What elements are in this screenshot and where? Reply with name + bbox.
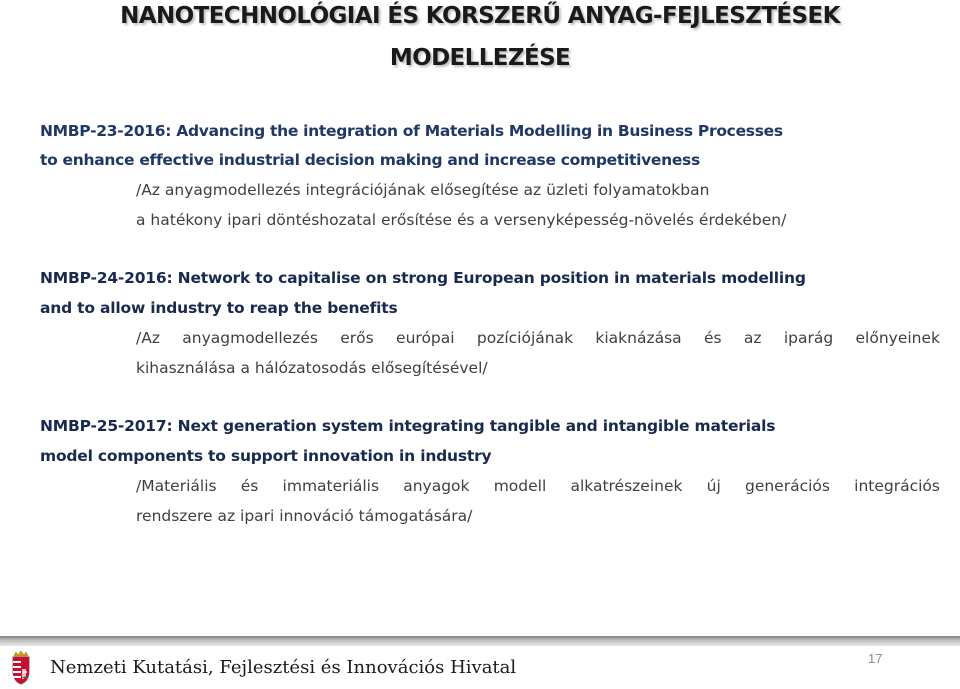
item-2-heading-line-2: and to allow industry to reap the benefits: [40, 299, 398, 317]
hungarian-coat-of-arms-icon: [8, 651, 34, 685]
item-1-translation-line-1: /Az anyagmodellezés integrációjának elősegítése az üzleti folyamatokban: [136, 181, 710, 199]
item-1-translation-line-2: a hatékony ipari döntéshozatal erősítése és a versenyképesség-növelés érdekében/: [136, 211, 787, 229]
item-3-translation-line-1: /Materiális és immateriális anyagok modell alkatrészeinek új generációs integrációs: [136, 477, 940, 495]
item-2-translation-line-2: kihasználása a hálózatosodás elősegítésével/: [136, 359, 488, 377]
item-1-heading-line-1: NMBP-23-2016: Advancing the integration of Materials Modelling in Business Processes: [40, 122, 783, 140]
item-3-heading-line-2: model components to support innovation in industry: [40, 447, 492, 465]
page-number: 17: [868, 651, 883, 666]
slide-title-line-1: NANOTECHNOLÓGIAI ÉS KORSZERŰ ANYAG-FEJLESZTÉSEK: [120, 3, 840, 29]
footer-band: [0, 636, 960, 646]
item-3-heading-line-1: NMBP-25-2017: Next generation system integrating tangible and intangible materials: [40, 417, 776, 435]
item-1-heading-line-2: to enhance effective industrial decision making and increase competitiveness: [40, 151, 700, 169]
item-2-heading-line-1: NMBP-24-2016: Network to capitalise on strong European position in materials modelling: [40, 269, 806, 287]
item-2-translation-line-1: /Az anyagmodellezés erős európai pozíciójának kiaknázása és az iparág előnyeinek: [136, 329, 940, 347]
item-3-translation-line-2: rendszere az ipari innováció támogatására/: [136, 507, 473, 525]
slide-title-line-2: MODELLEZÉSE: [389, 45, 571, 71]
footer-organization: Nemzeti Kutatási, Fejlesztési és Innovációs Hivatal: [50, 657, 517, 678]
